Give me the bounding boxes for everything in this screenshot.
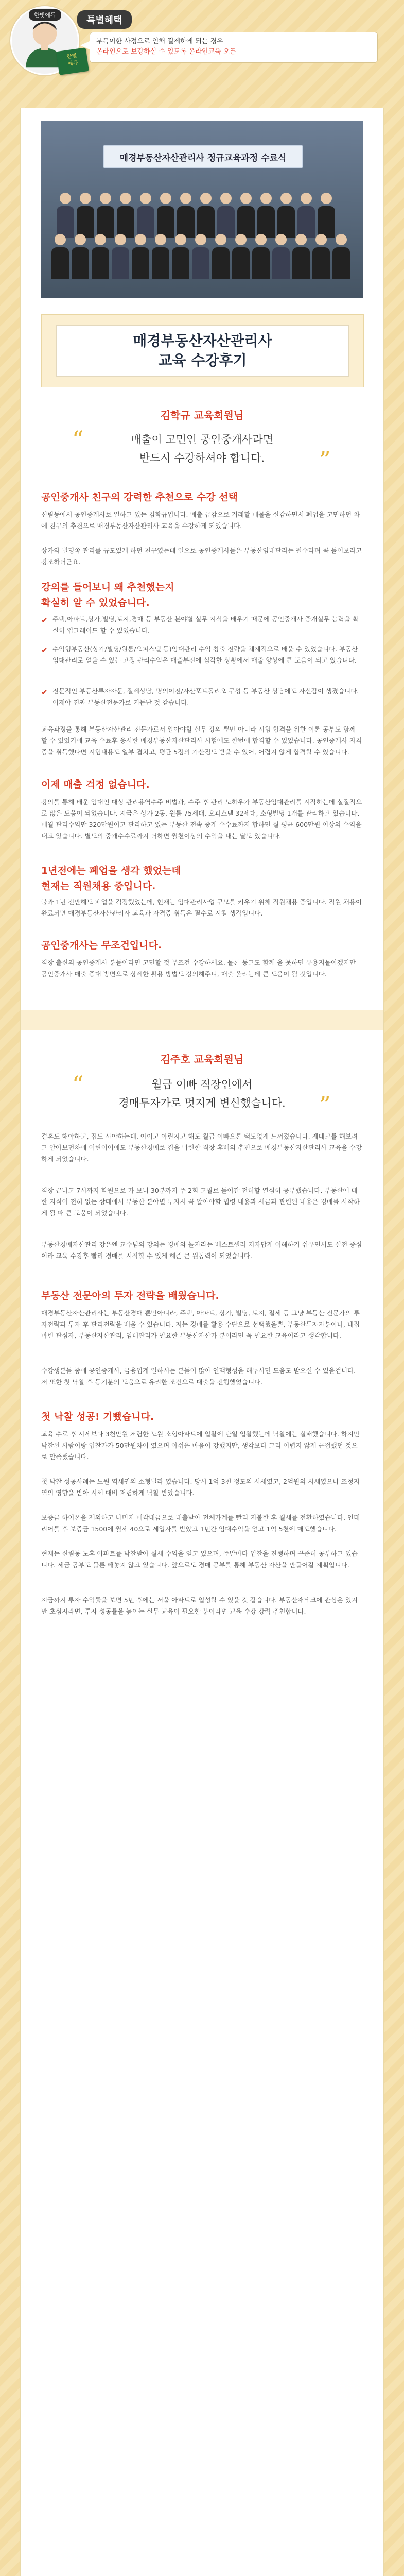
r2-para-1a: 매경부동산자산관리사는 부동산경매 뿐만아니라, 주택, 아파트, 상가, 빌딩, 토지, 절세 등 그냥 부동산 전문가의 투자전략과 투자 후 관리전략을 배울 수 있습니다. 저는 경매를 활용 수단으로 선택했을뿐, 부동산투자자분이나, 내집마련 관심자, 부동산자산관리, 임대관리가 필요한 부동산자산가 분이라면 꼭 필요한 교육이라고 생각합니다. (41, 1309, 360, 1340)
person-figure (292, 234, 310, 280)
person-figure (57, 193, 74, 239)
r2-para-2e: 지금까지 투자 수익률을 보면 5년 후에는 서울 아파트로 입성할 수 있을 것 같습니다. 부동산재테크에 관심은 있지만 초심자라면, 투자 성공률을 높이는 실무 교육이 필요한 분이라면 교육 수강 강력 추천합니다. (41, 1596, 358, 1615)
r2-heading-2: 첫 낙찰 성공! 기뻤습니다. (41, 1411, 154, 1422)
quote-1-line2: 반드시 수강하셔야 합니다. (139, 452, 265, 464)
special-offer (77, 10, 383, 76)
person-figure (252, 234, 270, 280)
r1-heading-1: 공인중개사 친구의 강력한 추천으로 수강 선택 (41, 492, 238, 503)
person-figure (232, 234, 250, 280)
quote-close-icon: ” (319, 447, 331, 473)
person-figure (51, 234, 69, 280)
quote-open-icon: “ (72, 427, 84, 453)
people-group (51, 177, 353, 291)
r2-intro-3: 부동산경매자산관리 강은엔 교수님의 강의는 경매와 놀자라는 베스트셀러 저자답게 이해하기 쉬우면서도 실전 중심이라 교육 수강후 빨리 경매를 시작할 수 있게 해준 큰 원동력이 되었습니다. (41, 1241, 362, 1260)
section-separator (21, 1010, 383, 1030)
title-line1: 매경부동산자산관리사 (133, 332, 272, 349)
quote-open-icon: “ (72, 1072, 84, 1098)
r2-intro-1: 결혼도 해야하고, 집도 사야하는데, 아이고 아린지고 해도 월급 이빠으론 택도없게 느껴졌습니다. 재테크를 해보려고 알아보던차에 어린이이에도 부동산경매로 집을 마련한 직장 후배의 추천으로 매경부동산자산관리사 교육을 수강하게 되었습니다. (41, 1132, 362, 1163)
photo-banner: 매경부동산자산관리사 정규교육과정 수료식 (103, 145, 303, 168)
person-figure (217, 193, 235, 239)
person-figure (192, 234, 209, 280)
r2-para-2b: 첫 낙찰 성공사례는 노원 역세권의 소형빌라 였습니다. 당시 1억 3천 정도의 시세였고, 2억원의 시세였으나 조정지역의 영향을 받아 시세 대비 저렴하게 낙찰 받았습니다. (41, 1478, 360, 1497)
person-figure (112, 234, 129, 280)
special-line2: 온라인으로 보강하실 수 있도록 온라인교육 오픈 (96, 48, 236, 56)
check-icon: ✔ (41, 688, 48, 697)
r1-check-2: 수익형부동산(상가/빌딩/원룸/오피스텔 등)임대관리 수익 창출 전략을 체계적으로 배울 수 있었습니다. 부동산임대관리로 얻을 수 있는 고정 관리수익은 매출부진에 심각한 상황에서 매출 향상에 큰 도움이 되고 있습니다. (52, 645, 358, 664)
r1-heading-5: 공인중개사는 무조건입니다. (41, 940, 162, 951)
special-label: 특별혜택 (77, 10, 132, 29)
special-line1: 부득이한 사정으로 인해 결제하게 되는 경우 (96, 38, 223, 45)
person-figure (132, 234, 149, 280)
r1-para-1a: 신림동에서 공인중개사로 일하고 있는 김학규입니다. 매출 급감으로 거래할 매물을 실감하면서 폐업을 고민하던 차에 친구의 추천으로 매경부동산자산관리사 교육을 수강하게 되었습니다. (41, 511, 360, 530)
person-figure (92, 234, 109, 280)
person-figure (137, 193, 154, 239)
r1-heading-4-line1: 1년전에는 폐업을 생각 했었는데 (41, 865, 181, 876)
person-figure (297, 193, 315, 239)
r1-check-1: 주택,아파트,상가,빌딩,토지,경매 등 부동산 분야별 실무 지식을 배우기 때문에 공인중개사 중개실무 능력을 확실히 업그레이드 할 수 있었습니다. (52, 615, 359, 634)
r1-heading-4 (41, 863, 363, 894)
person-figure (257, 193, 275, 239)
quote-close-icon: ” (319, 1092, 331, 1118)
title-inner (56, 325, 349, 377)
r2-intro-2: 직장 끝나고 7시까지 학원으로 가 보니 30분까지 주 2회 고퀄로 들어간 전혀할 열심히 공부했습니다. 부동산에 대한 지식이 전혀 없는 상태에서 부동산 분야별 투자시 꼭 알아야할 법령 내용과 세금과 관련된 내용은 경매를 시작하게 될 때 큰 도움이 되었습니다. (41, 1187, 360, 1217)
check-icon: ✔ (41, 616, 48, 625)
person-figure (197, 193, 215, 239)
r2-heading-1: 부동산 전문아의 투자 전략을 배웠습니다. (41, 1290, 219, 1301)
r2-para-1b: 수강생분들 중에 공인중개사, 금융업계 일하시는 분들이 많아 인맥형성을 해두시면 도움도 받으실 수 있을겁니다. 저 또한 첫 낙찰 후 동기분의 도움으로 유리한 조건으로 대출을 진행했었습니다. (41, 1367, 356, 1386)
person-figure (177, 193, 195, 239)
r1-heading-2-line1: 강의를 들어보니 왜 추천했는지 (41, 582, 174, 593)
sticker-badge: 한빛 에듀 (56, 47, 89, 75)
r1-para-1b: 상가와 빌딩쪽 관리를 규모있게 하던 친구였는데 일으로 공인중개사들은 부동산임대관리는 필수라며 꼭 들어보라고 강조하더군요. (41, 547, 362, 566)
member-label-1: 김학규 교육회원님 (21, 407, 383, 422)
r1-heading-3: 이제 매출 걱정 없습니다. (41, 779, 150, 790)
person-figure (77, 193, 94, 239)
r1-check-3: 전문적인 부동산투자자문, 절세상담, 명의이전/자산포트폴리오 구성 등 부동산 상담에도 자신감이 생겼습니다. 이제야 진짜 부동산전문가로 거듭난 것 같습니다. (52, 687, 359, 706)
quote-2-line1: 월급 이빠 직장인에서 (151, 1078, 253, 1091)
r1-para-3a: 강의를 통해 배운 임대인 대상 관리용역수주 비법과, 수주 후 관리 노하우가 부동산임대관리를 시작하는데 실질적으로 많은 도움이 되었습니다. 지금은 상가 2동, 원룸 75세대, 오피스텔 32세대, 소형빌딩 1개를 관리하고 있습니다. 매월 관리수익만 320만원이고 관리하고 있는 부동산 전속 중개 수수료까지 합하면 월 평균 600만원 이상의 수익을 내고 있습니다. 별도의 중개수수료까지 더하면 월천이상의 수익을 내는 달도 있습니다. (41, 798, 362, 840)
bubble-tail (80, 41, 90, 49)
person-figure (272, 234, 290, 280)
r1-para-4a: 불과 1년 전만해도 폐업을 걱정했었는데, 현재는 임대관리사업 규모를 키우기 위해 직원채용 중입니다. 직원 채용이 완료되면 매경부동산자산관리사 교육과 자격증 취득은 필수로 시킬 생각입니다. (41, 898, 362, 917)
review-card (21, 108, 383, 2576)
person-figure (157, 193, 174, 239)
person-figure (212, 234, 230, 280)
person-figure (117, 193, 134, 239)
r1-heading-4-line2: 현재는 직원채용 중입니다. (41, 880, 156, 892)
title-line2: 교육 수강후기 (158, 352, 247, 369)
r2-para-2d: 현재는 신림동 노후 아파트를 낙찰받아 월세 수익을 얻고 있으며, 주말마다 입찰을 진행하며 꾸준히 공부하고 있습니다. 세금 공부도 물론 빼놓지 않고 있습니다. 앞으로도 경매 공부를 통해 부동산 자산을 만들어갈 계획입니다. (41, 1550, 358, 1569)
r1-heading-2-line2: 확실히 알 수 있었습니다. (41, 597, 150, 608)
top-badge: 한빛에듀 (29, 9, 61, 21)
person-figure (277, 193, 295, 239)
title-box (41, 314, 364, 387)
quote-2-line2: 경매투자가로 멋지게 변신했습니다. (118, 1097, 286, 1109)
member-label-2: 김주호 교육회원님 (21, 1051, 383, 1066)
r1-heading-2 (41, 580, 363, 611)
quote-1 (82, 430, 322, 467)
person-figure (312, 234, 330, 280)
person-figure (318, 193, 335, 239)
person-figure (332, 234, 350, 280)
person-figure (152, 234, 169, 280)
check-icon: ✔ (41, 646, 48, 655)
r2-para-2a: 교육 수료 후 시세보다 3천만원 저렴한 노원 소형아파트에 입찰에 단일 입찰했는데 낙찰에는 실패했습니다. 하지만 낙찰된 사람이랑 입찰가가 50만원차이 였으며 아쉬운 마음이 강했지만, 생각보다 그리 어렵지 않게 근접했던 것으로 만족했습니다. (41, 1430, 360, 1461)
r1-para-2a: 교육과정을 통해 부동산자산관리 전문가로서 알아야할 실무 강의 뿐만 아니라 시험 합격을 위한 이론 공부도 함께 할 수 있었기에 교육 수료후 응시한 매경부동산자산관리사 시험에도 한번에 합격할 수 있었습니다. 공인중개사 자격증을 취득했다면 시험내용도 일부 겹치고, 평균 5점의 가산점도 받을 수 있어, 어렵지 않게 합격할 수 있습니다. (41, 725, 362, 756)
person-figure (97, 193, 114, 239)
person-figure (237, 193, 255, 239)
header (0, 0, 404, 106)
r1-para-5a: 직장 출신의 공인중개사 분들이라면 고민할 것 무조건 수강하세요. 물론 동고도 함께 을 못하면 유용지물이겠지만 공인중개사 매출 증대 방면으로 상세한 활용 방법도 강의해주니, 매출 올리는데 큰 도움이 될 것입니다. (41, 959, 356, 978)
group-photo (41, 121, 363, 298)
r2-para-2c: 보증금 하이폰을 제외하고 나머지 매각대금으로 대출받아 전체가계를 빨리 지불한 후 월세를 전환하였습니다. 인테리어를 후 보증금 1500에 월세 40으로 세입자를 받았고 1년간 임대수익을 얻고 1억 5천에 매도했습니다. (41, 1514, 360, 1533)
quote-2 (82, 1075, 322, 1112)
quote-1-line1: 매출이 고민인 공인중개사라면 (130, 433, 274, 446)
person-figure (72, 234, 89, 280)
special-text (90, 32, 378, 63)
person-figure (172, 234, 189, 280)
